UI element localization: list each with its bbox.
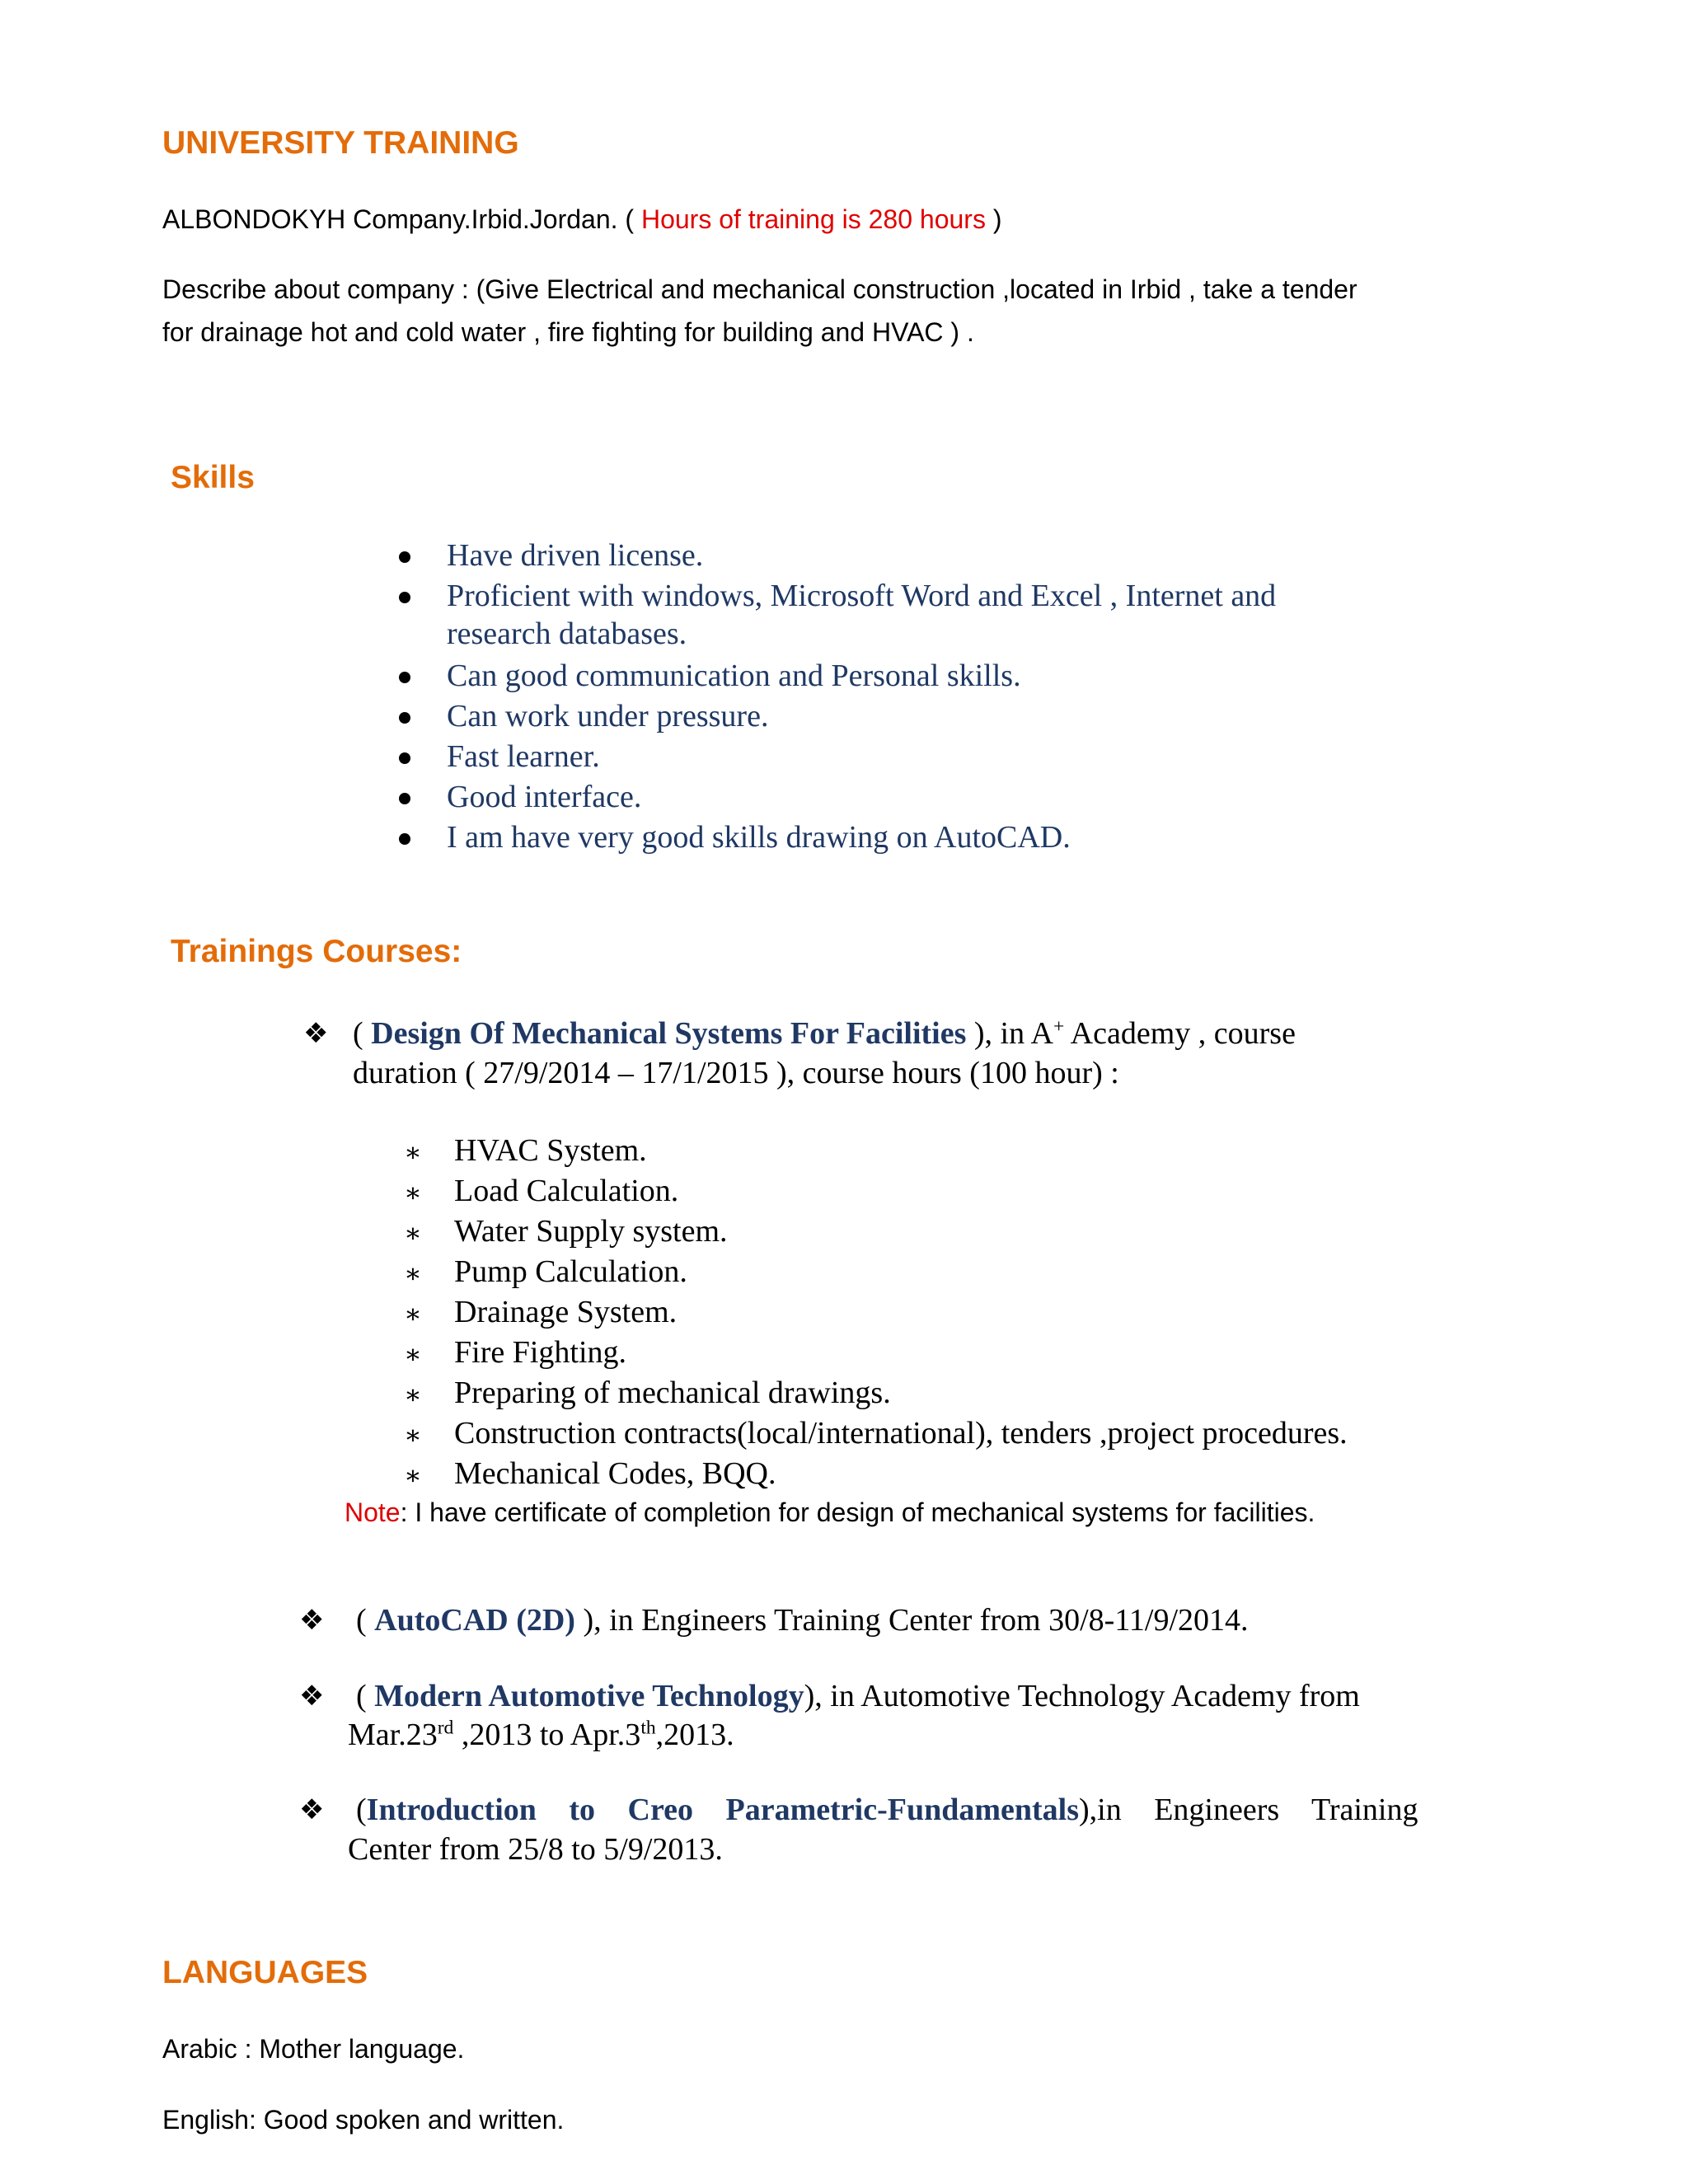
course-topic: Preparing of mechanical drawings. xyxy=(454,1376,891,1410)
training-hours: Hours of training is 280 hours xyxy=(640,204,986,234)
course-topic: Drainage System. xyxy=(454,1295,678,1329)
bullet-dot-icon xyxy=(399,793,410,804)
asterisk-bullet-icon: ∗ xyxy=(404,1380,422,1409)
diamond-bullet-icon: ❖ xyxy=(299,1794,325,1825)
course-2-title: AutoCAD (2D) xyxy=(374,1603,575,1638)
course-3-line-2: Mar.23rd ,2013 to Apr.3th,2013. xyxy=(348,1717,734,1752)
bullet-dot-icon xyxy=(399,833,410,845)
course-4-line-2: Center from 25/8 to 5/9/2013. xyxy=(348,1832,723,1867)
asterisk-bullet-icon: ∗ xyxy=(404,1137,422,1167)
bullet-dot-icon xyxy=(399,752,410,764)
course-topic: Pump Calculation. xyxy=(454,1254,687,1289)
course-2-line: ( AutoCAD (2D) ), in Engineers Training Center from 30/8-11/9/2014. xyxy=(356,1603,1249,1638)
skill-item: Can work under pressure. xyxy=(447,699,769,733)
skill-item: Have driven license. xyxy=(447,538,704,573)
bullet-dot-icon xyxy=(399,672,410,683)
courses-heading: Trainings Courses: xyxy=(171,934,462,969)
asterisk-bullet-icon: ∗ xyxy=(404,1460,422,1490)
course-3-line-1: ( Modern Automotive Technology), in Automotive Technology Academy from xyxy=(356,1679,1360,1713)
course-topic: Fire Fighting. xyxy=(454,1335,627,1370)
asterisk-bullet-icon: ∗ xyxy=(404,1420,422,1450)
course-topic: Mechanical Codes, BQQ. xyxy=(454,1456,776,1491)
asterisk-bullet-icon: ∗ xyxy=(404,1258,422,1288)
course-3-title: Modern Automotive Technology xyxy=(374,1679,804,1713)
asterisk-bullet-icon: ∗ xyxy=(404,1299,422,1329)
course-1-line-2: duration ( 27/9/2014 – 17/1/2015 ), course hours (100 hour) : xyxy=(353,1056,1119,1090)
company-description-line-2: for drainage hot and cold water , fire fighting for building and HVAC ) . xyxy=(162,317,974,347)
course-topic: Construction contracts(local/international), tenders ,project procedures. xyxy=(454,1416,1348,1451)
training-heading: UNIVERSITY TRAINING xyxy=(162,125,519,161)
skill-item: Good interface. xyxy=(447,780,642,814)
skill-item: Can good communication and Personal skills. xyxy=(447,658,1021,693)
skill-item: Proficient with windows, Microsoft Word and Excel , Internet and xyxy=(447,579,1277,613)
asterisk-bullet-icon: ∗ xyxy=(404,1178,422,1207)
language-item: English: Good spoken and written. xyxy=(162,2105,565,2135)
course-1-note: Note: I have certificate of completion for design of mechanical systems for facilities. xyxy=(345,1497,1315,1527)
company-suffix: ) xyxy=(992,204,1002,234)
course-topic: HVAC System. xyxy=(454,1133,647,1168)
course-1-title: Design Of Mechanical Systems For Facilities xyxy=(371,1016,967,1051)
skills-heading: Skills xyxy=(171,460,255,495)
course-topic: Water Supply system. xyxy=(454,1214,728,1249)
skill-item-continued: research databases. xyxy=(447,616,687,651)
language-item: Arabic : Mother language. xyxy=(162,2034,465,2064)
asterisk-bullet-icon: ∗ xyxy=(404,1218,422,1248)
bullet-dot-icon xyxy=(399,592,410,603)
diamond-bullet-icon: ❖ xyxy=(299,1680,325,1712)
skill-item: Fast learner. xyxy=(447,739,600,774)
course-1-line-1: ( Design Of Mechanical Systems For Facilities ), in A+ Academy , course xyxy=(353,1015,1296,1051)
bullet-dot-icon xyxy=(399,712,410,724)
asterisk-bullet-icon: ∗ xyxy=(404,1339,422,1369)
course-4-line-1: (Introduction to Creo Parametric-Fundamentals),in Engineers Training xyxy=(356,1793,1418,1827)
course-4-title: Introduction to Creo Parametric-Fundamentals xyxy=(366,1793,1079,1827)
note-label: Note xyxy=(345,1497,401,1527)
training-company-line xyxy=(162,203,1002,236)
company-name: ALBONDOKYH Company.Irbid.Jordan. ( xyxy=(162,204,635,234)
diamond-bullet-icon: ❖ xyxy=(303,1018,329,1049)
skill-item: I am have very good skills drawing on AutoCAD. xyxy=(447,820,1071,855)
diamond-bullet-icon: ❖ xyxy=(299,1605,325,1636)
course-topic: Load Calculation. xyxy=(454,1174,679,1208)
company-description-line-1: Describe about company : (Give Electrical and mechanical construction ,located in Irbid , take a tender xyxy=(162,274,1357,304)
languages-heading: LANGUAGES xyxy=(162,1955,368,1990)
bullet-dot-icon xyxy=(399,551,410,563)
